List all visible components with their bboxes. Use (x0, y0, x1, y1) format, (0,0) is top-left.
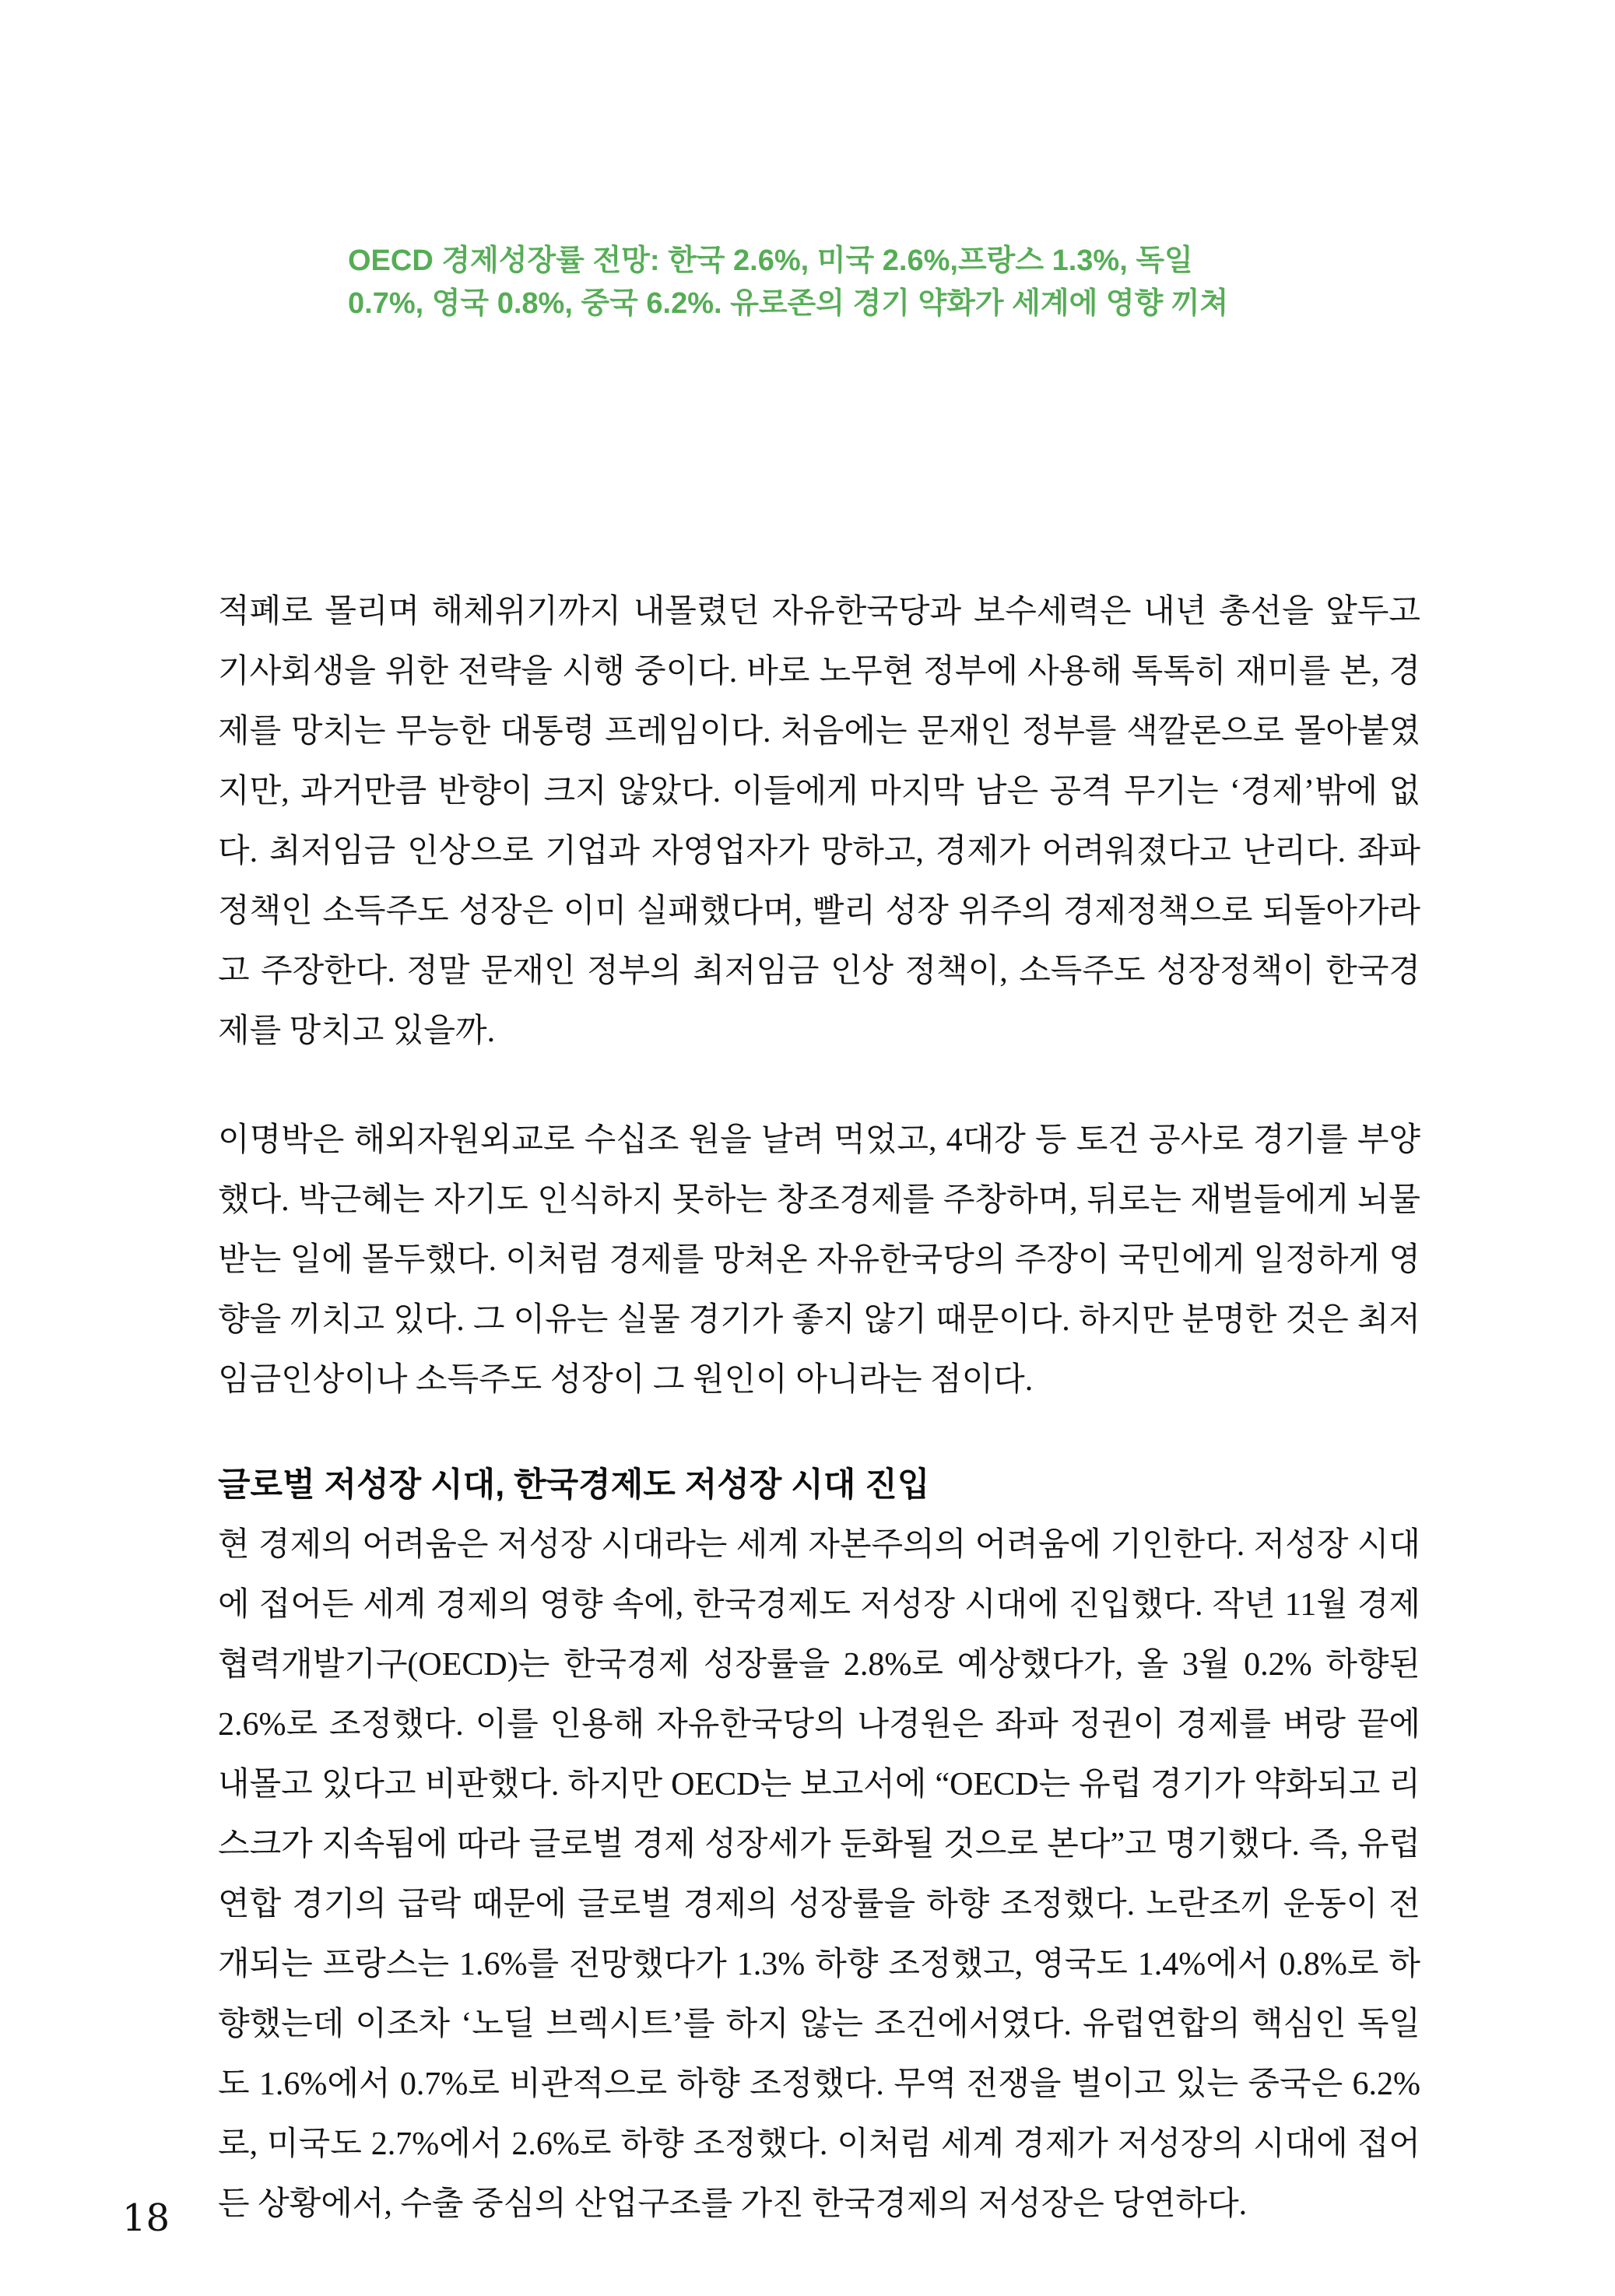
headline-line-1: OECD 경제성장률 전망: 한국 2.6%, 미국 2.6%,프랑스 1.3%, 독일 (348, 244, 1193, 277)
article-headline (348, 240, 1438, 325)
page-number: 18 (122, 2196, 170, 2240)
body-paragraph-1: 적폐로 몰리며 해체위기까지 내몰렸던 자유한국당과 보수세력은 내년 총선을 앞두고 기사회생을 위한 전략을 시행 중이다. 바로 노무현 정부에 사용해 톡톡히 재미를 본, 경제를 망치는 무능한 대통령 프레임이다. 처음에는 문재인 정부를 색깔론으로 몰아붙였지만, 과거만큼 반향이 크지 않았다. 이들에게 마지막 남은 공격 무기는 ‘경제’밖에 없다. 최저임금 인상으로 기업과 자영업자가 망하고, 경제가 어려워졌다고 난리다. 좌파정책인 소득주도 성장은 이미 실패했다며, 빨리 성장 위주의 경제정책으로 되돌아가라고 주장한다. 정말 문재인 정부의 최저임금 인상 정책이, 소득주도 성장정책이 한국경제를 망치고 있을까. (218, 594, 1420, 1049)
body-paragraph-2: 이명박은 해외자원외교로 수십조 원을 날려 먹었고, 4대강 등 토건 공사로 경기를 부양했다. 박근혜는 자기도 인식하지 못하는 창조경제를 주창하며, 뒤로는 재벌들에게 뇌물 받는 일에 몰두했다. 이처럼 경제를 망쳐온 자유한국당의 주장이 국민에게 일정하게 영향을 끼치고 있다. 그 이유는 실물 경기가 좋지 않기 때문이다. 하지만 분명한 것은 최저임금인상이나 소득주도 성장이 그 원인이 아니라는 점이다. (218, 1122, 1420, 1398)
body-paragraph-3: 현 경제의 어려움은 저성장 시대라는 세계 자본주의의 어려움에 기인한다. 저성장 시대에 접어든 세계 경제의 영향 속에, 한국경제도 저성장 시대에 진입했다. 작년 11월 경제협력개발기구(OECD)는 한국경제 성장률을 2.8%로 예상했다가, 올 3월 0.2% 하향된 2.6%로 조정했다. 이를 인용해 자유한국당의 나경원은 좌파 정권이 경제를 벼랑 끝에 내몰고 있다고 비판했다. 하지만 OECD는 보고서에 “OECD는 유럽 경기가 약화되고 리스크가 지속됨에 따라 글로벌 경제 성장세가 둔화될 것으로 본다”고 명기했다. 즉, 유럽연합 경기의 급락 때문에 글로벌 경제의 성장률을 하향 조정했다. 노란조끼 운동이 전개되는 프랑스는 1.6%를 전망했다가 1.3% 하향 조정했고, 영국도 1.4%에서 0.8%로 하향했는데 이조차 ‘노딜 브렉시트’를 하지 않는 조건에서였다. 유럽연합의 핵심인 독일도 1.6%에서 0.7%로 비관적으로 하향 조정했다. 무역 전쟁을 벌이고 있는 중국은 6.2%로, 미국도 2.7%에서 2.6%로 하향 조정했다. 이처럼 세계 경제가 저성장의 시대에 접어든 상황에서, 수출 중심의 산업구조를 가진 한국경제의 저성장은 당연하다. (218, 1527, 1420, 2222)
article-body (218, 582, 1420, 2235)
section-subheading: 글로벌 저성장 시대, 한국경제도 저성장 시대 진입 (218, 1466, 930, 1504)
headline-line-2: 0.7%, 영국 0.8%, 중국 6.2%. 유로존의 경기 약화가 세계에 영향 끼쳐 (348, 287, 1229, 320)
